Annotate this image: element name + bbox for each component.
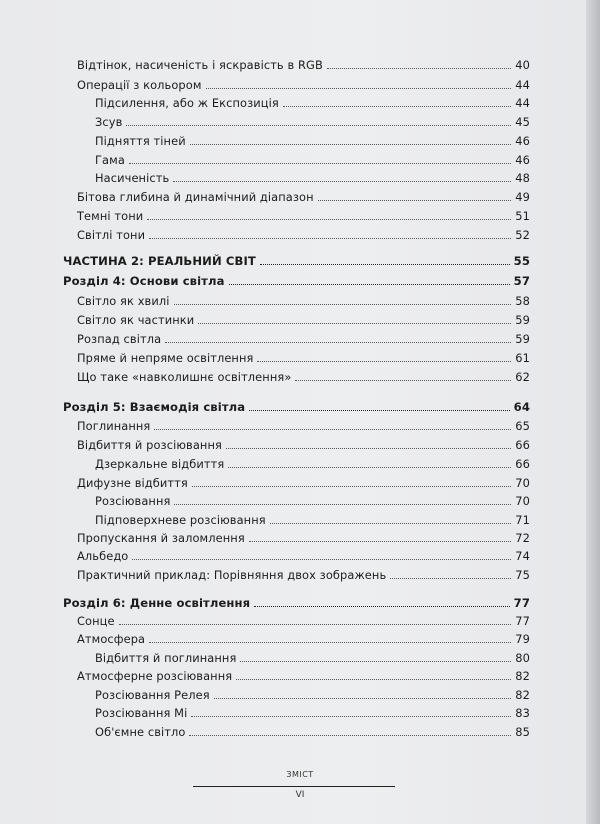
toc-entry[interactable] (77, 226, 530, 244)
toc-dot-leader (126, 113, 511, 126)
toc-entry-page: 70 (515, 476, 530, 490)
toc-entry-page: 71 (515, 513, 530, 527)
toc-entry-title: Розсіювання Релея (95, 688, 210, 702)
toc-entry-title: Дифузне відбиття (77, 476, 188, 490)
toc-entry[interactable] (77, 349, 530, 367)
toc-entry-page: 85 (515, 725, 530, 739)
toc-entry[interactable] (77, 474, 530, 492)
toc-entry-page: 49 (515, 190, 530, 204)
toc-dot-leader (198, 311, 511, 324)
toc-dot-leader (147, 207, 511, 220)
toc-dot-leader (189, 723, 511, 736)
toc-entry-title: Об'ємне світло (95, 725, 186, 739)
toc-entry-page: 66 (515, 457, 530, 471)
toc-entry[interactable] (77, 330, 530, 348)
toc-entry-page: 59 (515, 313, 530, 327)
toc-entry-page: 44 (515, 96, 530, 110)
toc-entry[interactable] (63, 272, 530, 290)
toc-dot-leader (270, 511, 512, 524)
toc-entry[interactable] (63, 594, 530, 612)
toc-dot-leader (226, 436, 511, 449)
toc-dot-leader (206, 76, 512, 89)
toc-dot-leader (214, 686, 512, 699)
toc-entry-page: 55 (513, 254, 530, 268)
toc-entry-title: Гама (95, 153, 125, 167)
toc-entry[interactable] (77, 630, 530, 648)
toc-dot-leader (249, 398, 510, 411)
toc-entry[interactable] (95, 151, 530, 169)
toc-entry[interactable] (95, 686, 530, 704)
toc-dot-leader (318, 188, 512, 201)
toc-entry[interactable] (77, 188, 530, 206)
toc-entry-title: Розсіювання Мі (95, 706, 188, 720)
toc-dot-leader (283, 94, 511, 107)
toc-entry[interactable] (77, 667, 530, 685)
toc-entry[interactable] (95, 723, 530, 741)
toc-entry-page: 74 (515, 549, 530, 563)
toc-entry-page: 75 (515, 568, 530, 582)
toc-entry[interactable] (95, 649, 530, 667)
toc-entry[interactable] (77, 56, 530, 74)
footer-rule (193, 786, 395, 787)
toc-entry-title: Відтінок, насиченість і яскравість в RGB (77, 58, 323, 72)
toc-entry-title: Світло як частинки (77, 313, 195, 327)
toc-dot-leader (174, 492, 511, 505)
toc-entry-page: 51 (515, 209, 530, 223)
toc-entry-title: Світлі тони (77, 228, 146, 242)
toc-entry-page: 83 (515, 706, 530, 720)
toc-dot-leader (192, 474, 511, 487)
toc-entry-title: Підсилення, або ж Експозиція (95, 96, 279, 110)
toc-entry[interactable] (95, 169, 530, 187)
toc-dot-leader (165, 330, 511, 343)
toc-entry-title: Поглинання (77, 419, 151, 433)
toc-dot-leader (257, 349, 511, 362)
toc-entry[interactable] (95, 113, 530, 131)
toc-dot-leader (240, 649, 511, 662)
toc-entry-page: 80 (515, 651, 530, 665)
toc-entry[interactable] (95, 492, 530, 510)
toc-entry-title: Операції з кольором (77, 78, 202, 92)
toc-entry-title: Бітова глибина й динамічний діапазон (77, 190, 314, 204)
toc-entry-title: Зсув (95, 115, 123, 129)
toc-entry-title: Відбиття й поглинання (95, 651, 237, 665)
toc-dot-leader (132, 547, 511, 560)
toc-entry[interactable] (77, 547, 530, 565)
toc-entry-page: 77 (513, 596, 530, 610)
toc-entry-title: Розділ 5: Взаємодія світла (63, 400, 246, 414)
toc-dot-leader (229, 272, 510, 285)
toc-entry[interactable] (77, 566, 530, 584)
toc-entry[interactable] (77, 612, 530, 630)
toc-entry-title: ЧАСТИНА 2: РЕАЛЬНИЙ СВІТ (63, 254, 256, 268)
toc-entry[interactable] (77, 207, 530, 225)
toc-entry-title: Темні тони (77, 209, 144, 223)
toc-entry-title: Світло як хвилі (77, 294, 170, 308)
toc-entry[interactable] (77, 436, 530, 454)
toc-entry[interactable] (77, 417, 530, 435)
toc-entry-page: 79 (515, 632, 530, 646)
toc-entry-title: Насиченість (95, 171, 170, 185)
toc-dot-leader (149, 630, 511, 643)
toc-dot-leader (327, 56, 511, 69)
toc-entry-title: Пропускання й заломлення (77, 531, 245, 545)
toc-entry[interactable] (63, 398, 530, 416)
toc-dot-leader (129, 151, 511, 164)
toc-entry-page: 70 (515, 494, 530, 508)
toc-dot-leader (119, 612, 512, 625)
toc-dot-leader (236, 667, 511, 680)
toc-dot-leader (173, 169, 511, 182)
toc-entry-page: 44 (515, 78, 530, 92)
footer-section-label: ЗМІСТ (286, 770, 314, 779)
toc-entry-page: 52 (515, 228, 530, 242)
toc-entry-title: Підняття тіней (95, 134, 186, 148)
toc-entry-title: Атмосферне розсіювання (77, 669, 233, 683)
toc-dot-leader (154, 417, 511, 430)
toc-entry-title: Альбедо (77, 549, 129, 563)
toc-entry[interactable] (77, 76, 530, 94)
toc-entry[interactable] (95, 94, 530, 112)
toc-entry-title: Сонце (77, 614, 115, 628)
toc-dot-leader (228, 455, 511, 468)
toc-entry-page: 46 (515, 134, 530, 148)
toc-entry-page: 58 (515, 294, 530, 308)
toc-entry[interactable] (95, 704, 530, 722)
toc-entry-page: 45 (515, 115, 530, 129)
toc-entry-title: Відбиття й розсіювання (77, 438, 222, 452)
toc-entry[interactable] (95, 132, 530, 150)
toc-entry-page: 65 (515, 419, 530, 433)
toc-entry-title: Розділ 6: Денне освітлення (63, 596, 251, 610)
toc-entry-title: Що таке «навколишнє освітлення» (77, 370, 292, 384)
toc-entry-page: 61 (515, 351, 530, 365)
toc-entry-page: 77 (515, 614, 530, 628)
toc-dot-leader (295, 368, 511, 381)
toc-entry-page: 46 (515, 153, 530, 167)
toc-dot-leader (390, 566, 511, 579)
toc-entry-page: 57 (513, 274, 530, 288)
toc-entry[interactable] (77, 368, 530, 386)
footer-page-number: VI (295, 790, 305, 800)
toc-entry[interactable] (77, 311, 530, 329)
toc-entry-page: 59 (515, 332, 530, 346)
toc-entry-title: Атмосфера (77, 632, 146, 646)
toc-entry-title: Практичний приклад: Порівняння двох зображень (77, 568, 387, 582)
toc-entry[interactable] (77, 529, 530, 547)
toc-dot-leader (249, 529, 512, 542)
toc-entry-page: 40 (515, 58, 530, 72)
toc-dot-leader (149, 226, 511, 239)
toc-entry-page: 64 (513, 400, 530, 414)
toc-entry[interactable] (77, 292, 530, 310)
toc-entry-page: 72 (515, 531, 530, 545)
toc-entry-title: Розділ 4: Основи світла (63, 274, 225, 288)
toc-entry-title: Пряме й непряме освітлення (77, 351, 254, 365)
toc-entry-page: 48 (515, 171, 530, 185)
toc-entry-title: Розсіювання (95, 494, 171, 508)
toc-dot-leader (190, 132, 512, 145)
page-spine-edge (586, 0, 600, 824)
toc-entry-page: 82 (515, 669, 530, 683)
toc-entry-page: 82 (515, 688, 530, 702)
toc-entry[interactable] (95, 511, 530, 529)
toc-entry-title: Розпад світла (77, 332, 162, 346)
toc-entry[interactable] (63, 252, 530, 270)
toc-entry[interactable] (95, 455, 530, 473)
toc-entry-page: 62 (515, 370, 530, 384)
toc-dot-leader (174, 292, 512, 305)
toc-dot-leader (191, 704, 511, 717)
toc-dot-leader (254, 594, 509, 607)
toc-entry-page: 66 (515, 438, 530, 452)
toc-entry-title: Підповерхневе розсіювання (95, 513, 266, 527)
toc-dot-leader (260, 252, 510, 265)
toc-entry-title: Дзеркальне відбиття (95, 457, 225, 471)
